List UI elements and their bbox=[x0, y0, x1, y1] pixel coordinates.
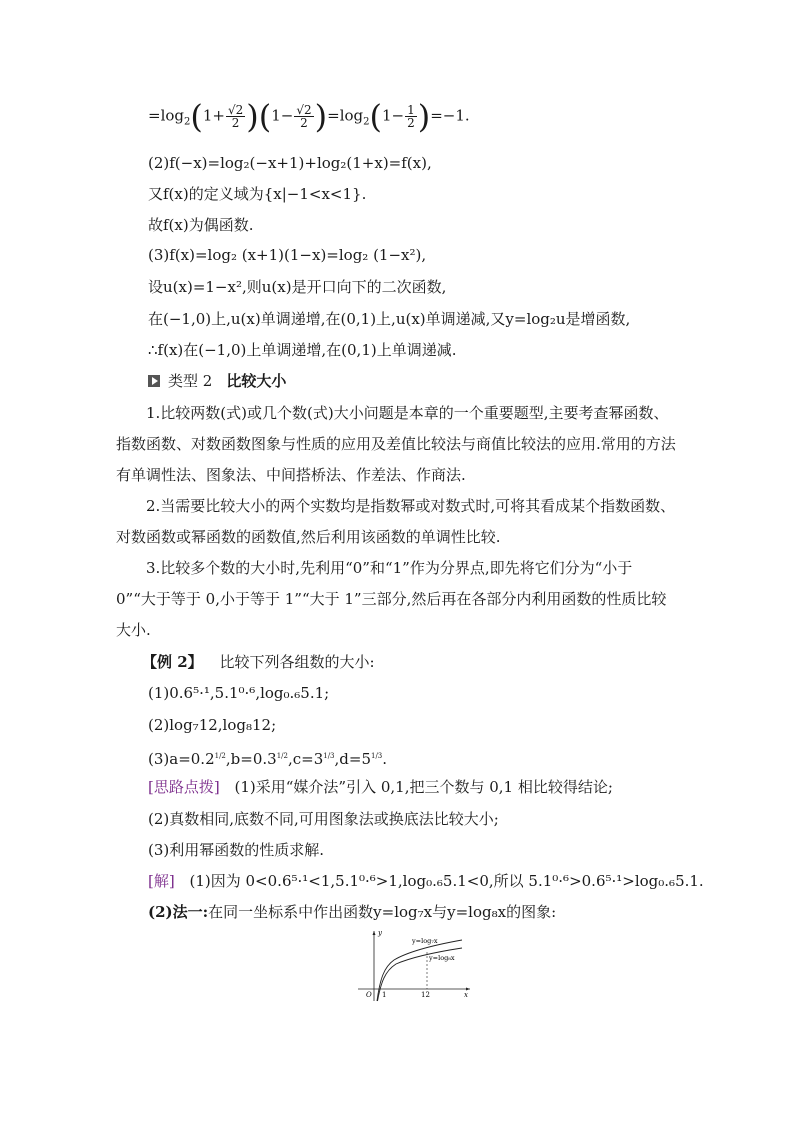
text-line: (2)f(−x)=log₂(−x+1)+log₂(1+x)=f(x), bbox=[148, 154, 432, 172]
origin-label: O bbox=[366, 991, 372, 999]
hint-line-3: (3)利用幂函数的性质求解. bbox=[148, 841, 325, 859]
solution-line-1: [解] (1)因为 0<0.6⁵·¹<1,5.1⁰·⁶>1,log₀.₆5.1<0,所以 5.1⁰·⁶>0.6⁵·¹>log₀.₆5.1. bbox=[148, 872, 704, 890]
text-line: (3)f(x)=log₂ (x+1)(1−x)=log₂ (1−x²), bbox=[148, 246, 427, 264]
question-3: $(3)a=0.2^{1/2},b=0.3^{1/2},c=3^{1/3},d=5^{1/3}$. bbox=[148, 750, 388, 768]
tick-label-1: 1 bbox=[382, 991, 387, 999]
hint-label: [思路点拨] bbox=[148, 778, 220, 796]
curve2-label: y=log₈x bbox=[429, 954, 455, 962]
question-1: (1)0.6⁵·¹,5.1⁰·⁶,log₀.₆5.1; bbox=[148, 684, 330, 702]
play-triangle-icon bbox=[148, 375, 160, 387]
eq-text: =log bbox=[148, 106, 184, 125]
fraction: $\frac{√2}{2}$ bbox=[227, 103, 244, 130]
curve1-label: y=log₇x bbox=[412, 937, 438, 945]
example-label: 【例 2】 bbox=[142, 653, 203, 671]
fraction: $\frac{√2}{2}$ bbox=[296, 103, 312, 130]
y-axis-arrow bbox=[373, 931, 376, 935]
log-function-graph bbox=[354, 927, 474, 1002]
text-line: 故f(x)为偶函数. bbox=[148, 216, 254, 234]
example-heading bbox=[142, 652, 375, 672]
question-2: (2)log₇12,log₈12; bbox=[148, 716, 277, 734]
hint-line-2: (2)真数相同,底数不同,可用图象法或换底法比较大小; bbox=[148, 810, 499, 828]
paragraph-3: 3.比较多个数的大小时,先利用“0”和“1”作为分界点,即先将它们分为“小于 0”“大于等于 0,小于等于 1”“大于 1”三部分,然后再在各部分内利用函数的性质比较大小. bbox=[116, 559, 667, 639]
equation-line-1: $=\log_2(1+$ $\frac{√2}{2}$ )(1− $\frac{√2}{2}$ )$=\log_2(1-$ $\frac{1}{2}$ )=−1. bbox=[148, 97, 470, 136]
text-line: 又f(x)的定义域为{x|−1<x<1}. bbox=[148, 185, 367, 203]
fraction: $\frac{1}{2}$ bbox=[407, 103, 415, 130]
y-axis-label: y bbox=[378, 929, 382, 937]
curve-log7 bbox=[377, 940, 462, 1001]
section-label: 类型 2 bbox=[168, 372, 213, 390]
tick-label-12: 12 bbox=[421, 991, 430, 999]
section-title: 比较大小 bbox=[226, 372, 287, 390]
example-text: 比较下列各组数的大小: bbox=[219, 653, 375, 671]
paragraph-1: 1.比较两数(式)或几个数(式)大小问题是本章的一个重要题型,主要考查幂函数、指数函数、对数函数图象与性质的应用及差值比较法与商值比较法的应用.常用的方法有单调性法、图象法、中间搭桥法、作差法、作商法. bbox=[116, 404, 676, 484]
text-line: 在(−1,0)上,u(x)单调递增,在(0,1)上,u(x)单调递减,又y=log₂u是增函数, bbox=[148, 310, 631, 328]
text-line: ∴f(x)在(−1,0)上单调递增,在(0,1)上单调递减. bbox=[148, 341, 457, 359]
section-heading bbox=[148, 371, 286, 391]
x-axis-label: x bbox=[464, 991, 468, 999]
solution-label: [解] bbox=[148, 872, 175, 890]
method-label: (2)法一: bbox=[148, 903, 209, 921]
hint-line-1: [思路点拨] (1)采用“媒介法”引入 0,1,把三个数与 0,1 相比较得结论; bbox=[148, 778, 613, 796]
text-line: 设u(x)=1−x²,则u(x)是开口向下的二次函数, bbox=[148, 278, 447, 296]
solution-line-2: (2)法一:在同一坐标系中作出函数y=log₇x与y=log₈x的图象: bbox=[148, 903, 557, 921]
paragraph-2: 2.当需要比较大小的两个实数均是指数幂或对数式时,可将其看成某个指数函数、对数函数或幂函数的函数值,然后利用该函数的单调性比较. bbox=[116, 497, 676, 546]
